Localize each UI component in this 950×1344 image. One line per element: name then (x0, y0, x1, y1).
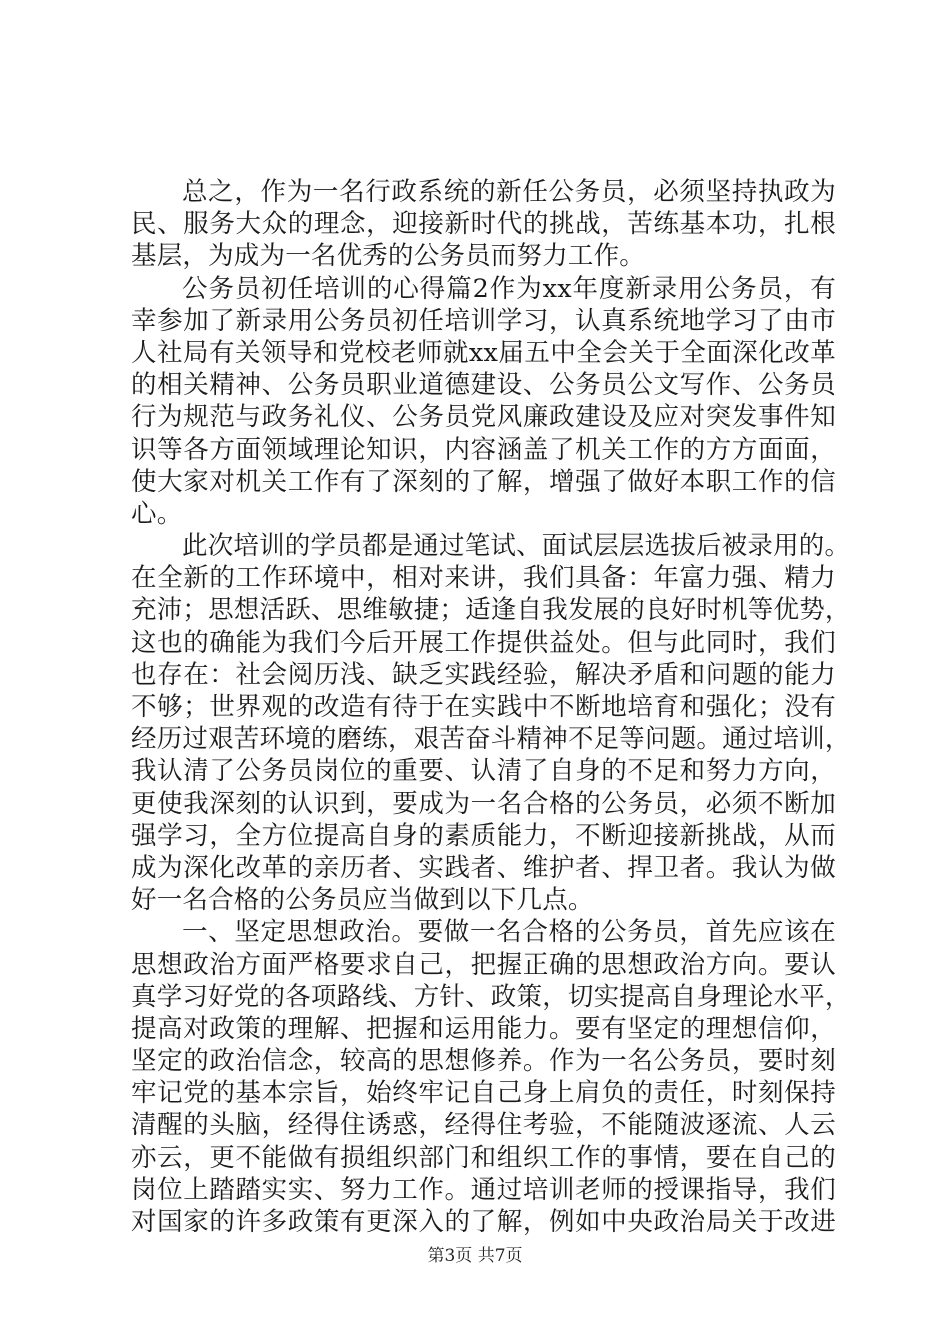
text-line: 更使我深刻的认识到，要成为一名合格的公务员，必须不断加 (131, 788, 836, 819)
text-line: 的相关精神、公务员职业道德建设、公务员公文写作、公务员 (131, 370, 836, 401)
text-line: 此次培训的学员都是通过笔试、面试层层选拔后被录用的。 (182, 531, 851, 562)
text-line: 充沛；思想活跃、思维敏捷；适逢自我发展的良好时机等优势， (131, 595, 851, 626)
text-line: 识等各方面领域理论知识，内容涵盖了机关工作的方方面面， (131, 434, 836, 465)
text-line: 民、服务大众的理念，迎接新时代的挑战，苦练基本功，扎根 (131, 209, 836, 240)
text-line: 亦云，更不能做有损组织部门和组织工作的事情，要在自己的 (131, 1142, 836, 1173)
text-line: 我认清了公务员岗位的重要、认清了自身的不足和努力方向， (131, 756, 836, 787)
page-number-footer: 第3页 共7页 (427, 1246, 523, 1266)
text-line: 这也的确能为我们今后开展工作提供益处。但与此同时，我们 (131, 627, 836, 658)
text-line: 提高对政策的理解、把握和运用能力。要有坚定的理想信仰， (131, 1013, 836, 1044)
text-line: 幸参加了新录用公务员初任培训学习，认真系统地学习了由市 (131, 305, 836, 336)
text-line: 成为深化改革的亲历者、实践者、维护者、捍卫者。我认为做 (131, 852, 836, 883)
text-line: 对国家的许多政策有更深入的了解，例如中央政治局关于改进 (131, 1207, 836, 1237)
text-line: 行为规范与政务礼仪、公务员党风廉政建设及应对突发事件知 (131, 402, 836, 433)
text-line: 强学习，全方位提高自身的素质能力，不断迎接新挑战，从而 (131, 820, 836, 851)
text-line: 在全新的工作环境中，相对来讲，我们具备：年富力强、精力 (131, 563, 836, 594)
text-line: 使大家对机关工作有了深刻的了解，增强了做好本职工作的信 (131, 466, 836, 497)
text-line: 经历过艰苦环境的磨练，艰苦奋斗精神不足等问题。通过培训， (131, 724, 851, 755)
text-line: 人社局有关领导和党校老师就xx届五中全会关于全面深化改革 (131, 337, 836, 368)
text-line: 好一名合格的公务员应当做到以下几点。 (131, 885, 594, 916)
text-line: 清醒的头脑，经得住诱惑，经得住考验，不能随波逐流、人云 (131, 1110, 836, 1141)
text-line: 坚定的政治信念，较高的思想修养。作为一名公务员，要时刻 (131, 1046, 836, 1077)
document-body (131, 176, 851, 1238)
text-line: 公务员初任培训的心得篇2作为xx年度新录用公务员，有 (182, 273, 836, 304)
text-line: 心。 (131, 498, 183, 529)
text-line: 总之，作为一名行政系统的新任公务员，必须坚持执政为 (182, 177, 836, 207)
text-line: 真学习好党的各项路线、方针、政策，切实提高自身理论水平， (131, 981, 851, 1012)
text-line: 不够；世界观的改造有待于在实践中不断地培育和强化；没有 (131, 692, 836, 722)
text-line: 思想政治方面严格要求自己，把握正确的思想政治方向。要认 (131, 949, 836, 980)
text-line: 岗位上踏踏实实、努力工作。通过培训老师的授课指导，我们 (131, 1174, 836, 1205)
text-line: 也存在：社会阅历浅、缺乏实践经验，解决矛盾和问题的能力 (131, 659, 836, 690)
text-line: 一、坚定思想政治。要做一名合格的公务员，首先应该在 (182, 917, 836, 948)
text-line: 牢记党的基本宗旨，始终牢记自己身上肩负的责任，时刻保持 (131, 1078, 836, 1109)
text-line: 基层，为成为一名优秀的公务员而努力工作。 (131, 241, 646, 272)
